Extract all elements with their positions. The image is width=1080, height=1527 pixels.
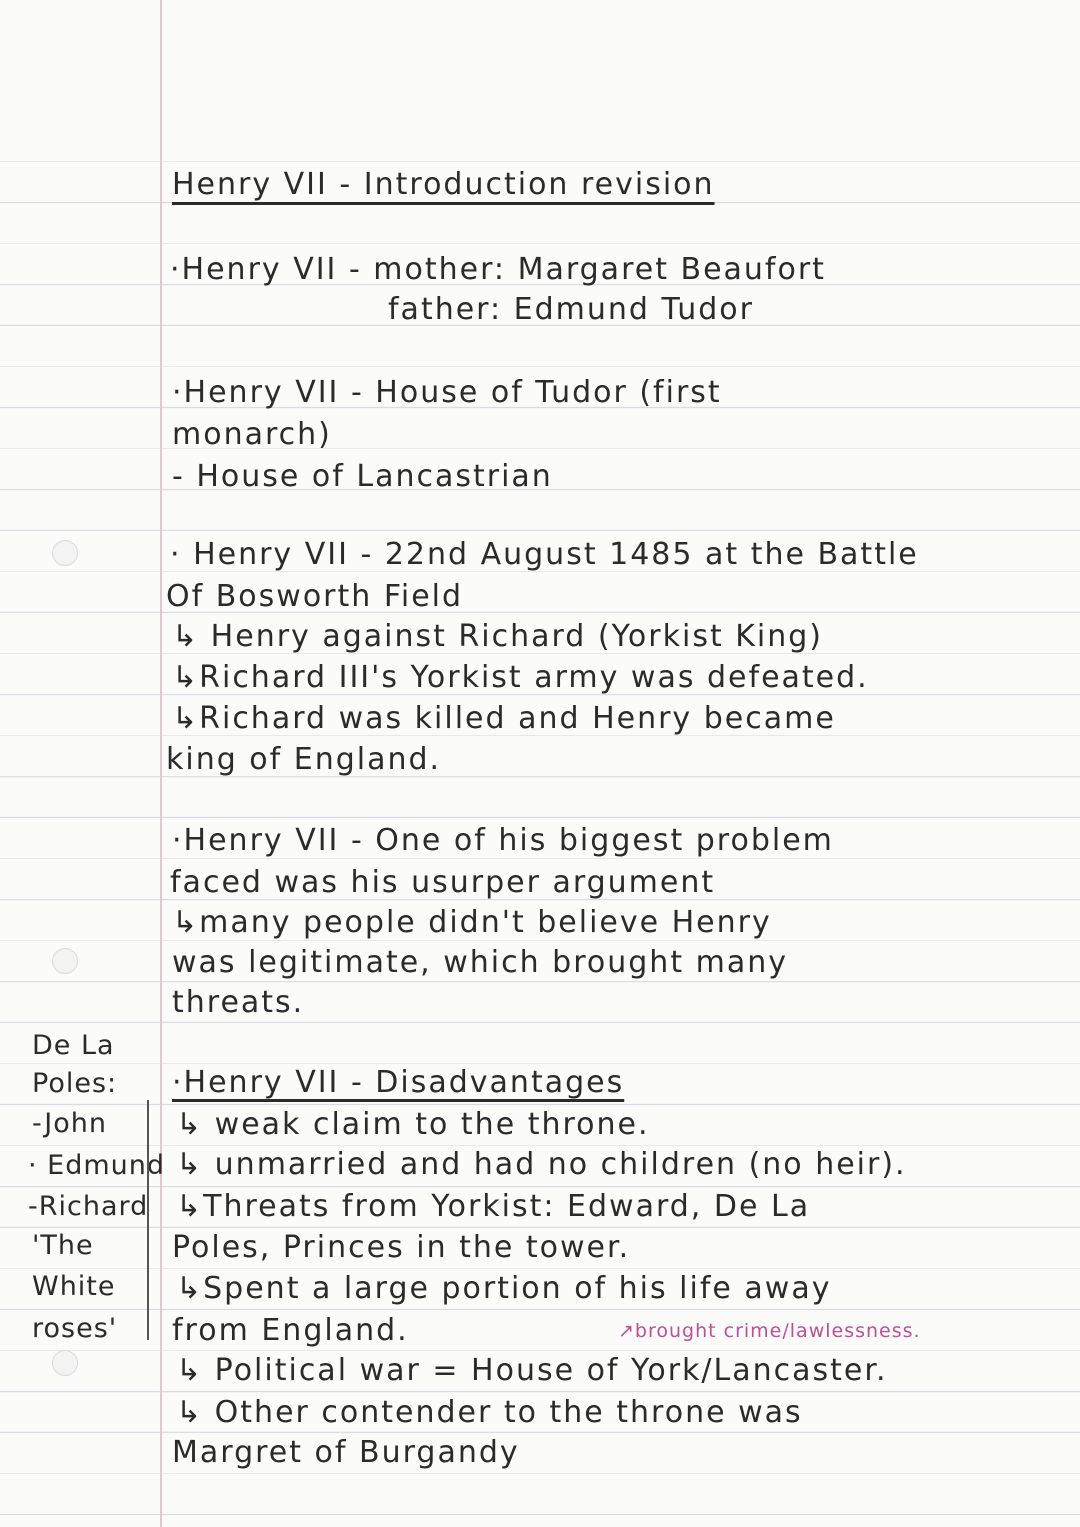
margin-annotation: ↗brought crime/lawlessness. [618, 1320, 921, 1342]
note-line: ·Henry VII - One of his biggest problem [172, 823, 834, 858]
side-note-line: -Richard [28, 1191, 149, 1222]
side-note-line: roses' [32, 1313, 118, 1344]
note-line: ↳ Political war = House of York/Lancaster. [176, 1353, 888, 1388]
note-line: - House of Lancastrian [172, 459, 553, 494]
side-note-line: 'The [32, 1230, 94, 1261]
page-title: Henry VII - Introduction revision [172, 167, 715, 202]
note-line: ↳Richard III's Yorkist army was defeated. [172, 660, 869, 695]
note-line: threats. [172, 985, 305, 1020]
side-note-line: -John [32, 1108, 107, 1139]
note-line: from England. [172, 1313, 409, 1348]
page-top-margin [0, 0, 1080, 121]
note-line: ↳Spent a large portion of his life away [176, 1271, 832, 1306]
red-margin-line [160, 0, 162, 1527]
side-bracket [147, 1100, 157, 1340]
note-line: ·Henry VII - mother: Margaret Beaufort [170, 252, 826, 287]
note-line: was legitimate, which brought many [172, 945, 788, 980]
disadvantages-heading: ·Henry VII - Disadvantages [172, 1065, 625, 1100]
side-note-line: · Edmund [28, 1150, 166, 1181]
note-line: king of England. [166, 742, 442, 777]
note-line: father: Edmund Tudor [388, 292, 754, 327]
note-line: Of Bosworth Field [166, 579, 464, 614]
note-line: ·Henry VII - House of Tudor (first [172, 375, 722, 410]
note-line: ↳ Henry against Richard (Yorkist King) [172, 619, 824, 654]
punch-hole [52, 948, 78, 974]
note-line: Poles, Princes in the tower. [172, 1230, 631, 1265]
note-line: ↳ unmarried and had no children (no heir). [176, 1147, 907, 1182]
note-line: ↳ Other contender to the throne was [176, 1395, 803, 1430]
note-line: ↳many people didn't believe Henry [172, 905, 772, 940]
note-line: Margret of Burgandy [172, 1435, 520, 1470]
side-note-line: White [32, 1271, 116, 1302]
punch-hole [52, 540, 78, 566]
note-line: faced was his usurper argument [170, 865, 716, 900]
note-line: ↳Richard was killed and Henry became [172, 701, 836, 736]
side-note-line: Poles: [32, 1068, 118, 1099]
note-line: ↳Threats from Yorkist: Edward, De La [176, 1189, 811, 1224]
side-note-line: De La [32, 1030, 115, 1061]
note-line: monarch) [172, 417, 332, 452]
punch-hole [52, 1350, 78, 1376]
note-line: ↳ weak claim to the throne. [176, 1107, 650, 1142]
note-line: · Henry VII - 22nd August 1485 at the Battle [170, 537, 919, 572]
